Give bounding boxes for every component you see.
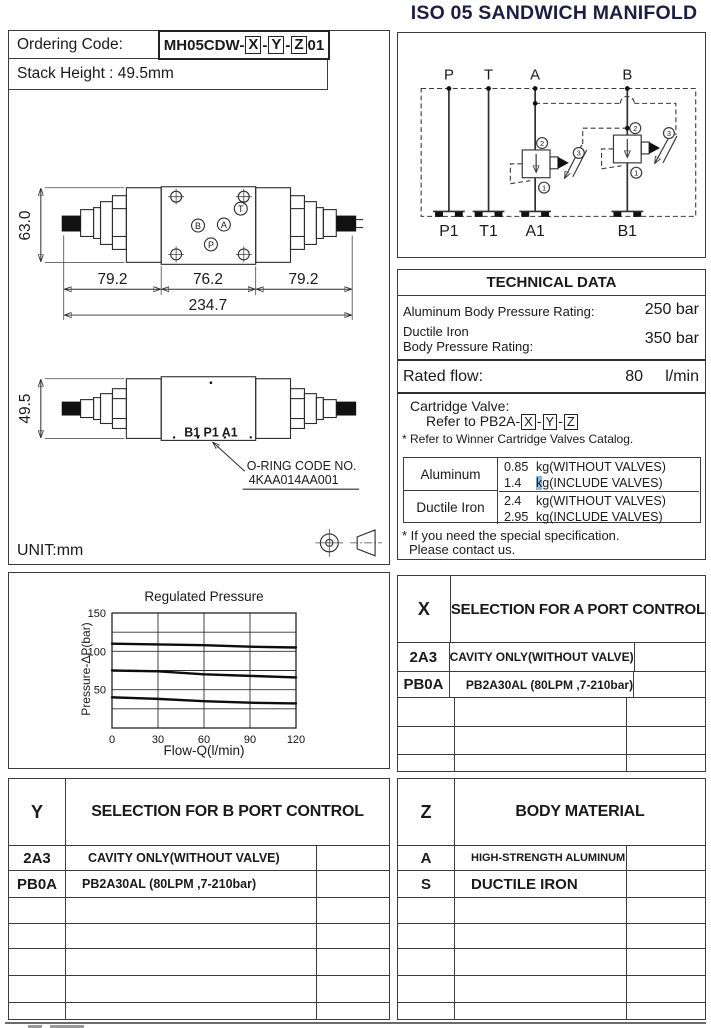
alu-pressure-value: 250 bar — [644, 301, 699, 318]
x-table-header — [398, 576, 705, 643]
cartridge-note: * Refer to Winner Cartridge Valves Catalog. — [402, 432, 634, 446]
table-row — [9, 1003, 389, 1019]
z-row-tail — [627, 846, 705, 870]
ordering-code-prefix: MH05CDW- — [163, 36, 245, 54]
svg-text:150: 150 — [87, 608, 106, 620]
port-b-mark: B — [195, 221, 201, 232]
table-row — [9, 871, 389, 898]
chart-xlabel: Flow-Q(l/min) — [163, 743, 245, 758]
y-row-tail — [317, 871, 389, 897]
cartridge-x-box: X — [521, 414, 536, 430]
weight-row-aluminum: Aluminum — [404, 458, 498, 491]
unit-label: UNIT:mm — [16, 541, 84, 559]
schem-port-t: T — [484, 67, 494, 84]
schem-port-b1: B1 — [617, 223, 638, 241]
x-row-code: 2A3 — [398, 643, 450, 671]
dim-63: 63.0 — [16, 210, 34, 241]
svg-text:100: 100 — [87, 646, 106, 659]
schem-port-b: B — [622, 67, 633, 84]
valve-a-mark-2: 2 — [540, 138, 545, 148]
dim-total: 234.7 — [188, 297, 228, 315]
top-view-drawing — [17, 187, 363, 320]
alu-weight-1-unit: kg(WITHOUT VALVES) — [536, 460, 666, 474]
port-a-mark: A — [220, 220, 227, 231]
weight-values-aluminum — [499, 458, 699, 492]
iron-pressure-label-1: Ductile Iron — [403, 324, 469, 339]
page-bottom-rule — [5, 1022, 706, 1024]
schem-port-a: A — [530, 67, 541, 84]
z-header-code: Z — [398, 779, 455, 845]
x-selection-table — [397, 575, 706, 772]
schem-port-p: P — [443, 67, 454, 84]
table-row — [398, 871, 705, 898]
table-row — [9, 846, 389, 871]
rated-flow-value: 80 — [625, 368, 643, 385]
x-row-tail — [635, 643, 705, 671]
side-ports-label: B1 P1 A1 — [184, 425, 238, 440]
schem-port-t1: T1 — [479, 223, 498, 241]
table-row — [9, 949, 389, 976]
svg-text:30: 30 — [151, 734, 165, 746]
x-header-title: SELECTION FOR A PORT CONTROL — [450, 600, 705, 618]
y-row-code: 2A3 — [9, 846, 66, 870]
z-body-material-table — [397, 778, 706, 1020]
special-spec-note-2: Please contact us. — [409, 542, 516, 557]
dim-49: 49.5 — [16, 393, 34, 424]
z-row-desc: DUCTILE IRON — [455, 871, 627, 897]
table-row — [398, 698, 705, 727]
stack-height-label: Stack Height : 49.5mm — [9, 59, 328, 90]
svg-text:50: 50 — [93, 684, 106, 697]
port-letter-marks — [192, 202, 248, 251]
technical-data-title: TECHNICAL DATA — [398, 270, 705, 296]
x-row-desc: CAVITY ONLY(WITHOUT VALVE) — [450, 643, 635, 671]
svg-text:60: 60 — [197, 734, 211, 746]
alu-pressure-label: Aluminum Body Pressure Rating: — [403, 304, 595, 319]
y-header-code: Y — [9, 779, 66, 845]
iron-weight-1: 2.4 — [504, 494, 522, 508]
port-p-mark: P — [207, 239, 214, 250]
valve-a-mark-1: 1 — [541, 183, 547, 193]
technical-data-panel — [397, 269, 706, 560]
special-spec-note-1: * If you need the special specification. — [402, 528, 620, 543]
y-row-code: PB0A — [9, 871, 66, 897]
table-row — [398, 643, 705, 672]
table-row — [398, 924, 705, 949]
chart-ylabel: Pressure-ΔP(bar) — [79, 622, 93, 716]
rated-flow-unit: l/min — [665, 368, 699, 385]
weight-table — [403, 457, 701, 523]
z-table-header — [398, 779, 705, 846]
dim-76: 76.2 — [192, 271, 223, 289]
valve-a-mark-3: 3 — [576, 148, 581, 158]
weight-values-ductile-iron — [499, 491, 699, 526]
y-row-desc: CAVITY ONLY(WITHOUT VALVE) — [66, 846, 317, 870]
table-row — [9, 898, 389, 924]
ordering-sep2: - — [285, 36, 291, 54]
y-selection-table — [8, 778, 390, 1020]
alu-weight-2-unit: g(INCLUDE VALVES) — [542, 476, 663, 490]
dimension-drawings — [9, 89, 389, 565]
port-t-mark: T — [238, 204, 244, 215]
y-table-header — [9, 779, 389, 846]
svg-text:90: 90 — [243, 734, 257, 746]
x-header-code: X — [398, 576, 451, 642]
iron-pressure-label-2: Body Pressure Rating: — [403, 339, 534, 354]
table-row — [398, 727, 705, 755]
x-row-tail — [634, 672, 705, 697]
y-row-tail — [317, 846, 389, 870]
z-row-desc: HIGH-STRENGTH ALUMINUM — [455, 846, 627, 870]
x-row-desc: PB2A30AL (80LPM ,7-210bar) — [450, 672, 634, 697]
ordering-code-label: Ordering Code: — [9, 31, 159, 59]
alu-weight-2: 1.4 — [504, 476, 522, 490]
schem-port-p1: P1 — [439, 223, 459, 241]
table-row — [398, 672, 705, 698]
projection-symbol-icon — [315, 529, 382, 557]
y-header-title: SELECTION FOR B PORT CONTROL — [91, 803, 364, 820]
drawing-panel — [8, 30, 390, 565]
alu-weight-1: 0.85 — [504, 460, 529, 474]
cartridge-valve-title: Cartridge Valve: — [410, 398, 510, 414]
hydraulic-schematic — [398, 33, 705, 257]
schem-port-a1: A1 — [525, 223, 545, 241]
page-title: ISO 05 SANDWICH MANIFOLD — [410, 2, 698, 24]
z-header-title: BODY MATERIAL — [515, 803, 645, 820]
regulated-pressure-chart — [9, 573, 389, 768]
iron-pressure-value: 350 bar — [644, 330, 699, 347]
svg-text:0: 0 — [108, 734, 116, 746]
ordering-code-x-box: X — [245, 36, 261, 54]
ordering-code-y-box: Y — [268, 36, 284, 54]
y-row-desc: PB2A30AL (80LPM ,7-210bar) — [66, 871, 317, 897]
table-row — [398, 755, 705, 771]
z-row-tail — [627, 871, 705, 897]
alu-weight-2-highlight: k — [536, 476, 543, 490]
ordering-code-value — [158, 30, 330, 60]
table-row — [398, 898, 705, 924]
table-row — [398, 1003, 705, 1019]
oring-code-line2: 4KAA014AA001 — [248, 473, 339, 488]
ordering-sep1: - — [262, 36, 268, 54]
iron-weight-2: 2.95 — [504, 510, 529, 524]
svg-text:120: 120 — [286, 734, 306, 746]
table-row — [398, 846, 705, 871]
rated-flow-label: Rated flow: — [403, 368, 484, 385]
table-row — [398, 949, 705, 976]
dim-79-left: 79.2 — [97, 271, 128, 289]
iron-weight-2-unit: kg(INCLUDE VALVES) — [536, 510, 663, 524]
iron-weight-1-unit: kg(WITHOUT VALVES) — [536, 494, 666, 508]
chart-title: Regulated Pressure — [144, 589, 264, 604]
cartridge-refer-prefix: Refer to PB2A- — [426, 413, 521, 429]
valve-b-mark-1: 1 — [634, 168, 639, 178]
z-row-code: S — [398, 871, 455, 897]
valve-b-mark-2: 2 — [633, 123, 638, 133]
ordering-code-z-box: Z — [291, 36, 306, 54]
cartridge-z-box: Z — [564, 414, 578, 430]
cartridge-y-box: Y — [543, 414, 558, 430]
weight-row-ductile-iron: Ductile Iron — [404, 491, 498, 524]
hydraulic-schematic-panel — [397, 32, 706, 258]
side-view-drawing — [17, 377, 382, 559]
pressure-chart-panel — [8, 572, 390, 769]
dim-79-right: 79.2 — [288, 271, 319, 289]
x-row-code: PB0A — [398, 672, 450, 697]
valve-b-mark-3: 3 — [666, 128, 672, 138]
oring-code-line1: O-RING CODE NO. — [246, 459, 357, 474]
table-row — [9, 924, 389, 949]
valve-a-symbol — [510, 128, 625, 184]
table-row — [9, 976, 389, 1003]
ordering-code-suffix: 01 — [307, 36, 325, 54]
cartridge-valve-refer: Refer to PB2A- X - Y - Z — [426, 413, 579, 430]
z-row-code: A — [398, 846, 455, 870]
table-row — [398, 976, 705, 1003]
